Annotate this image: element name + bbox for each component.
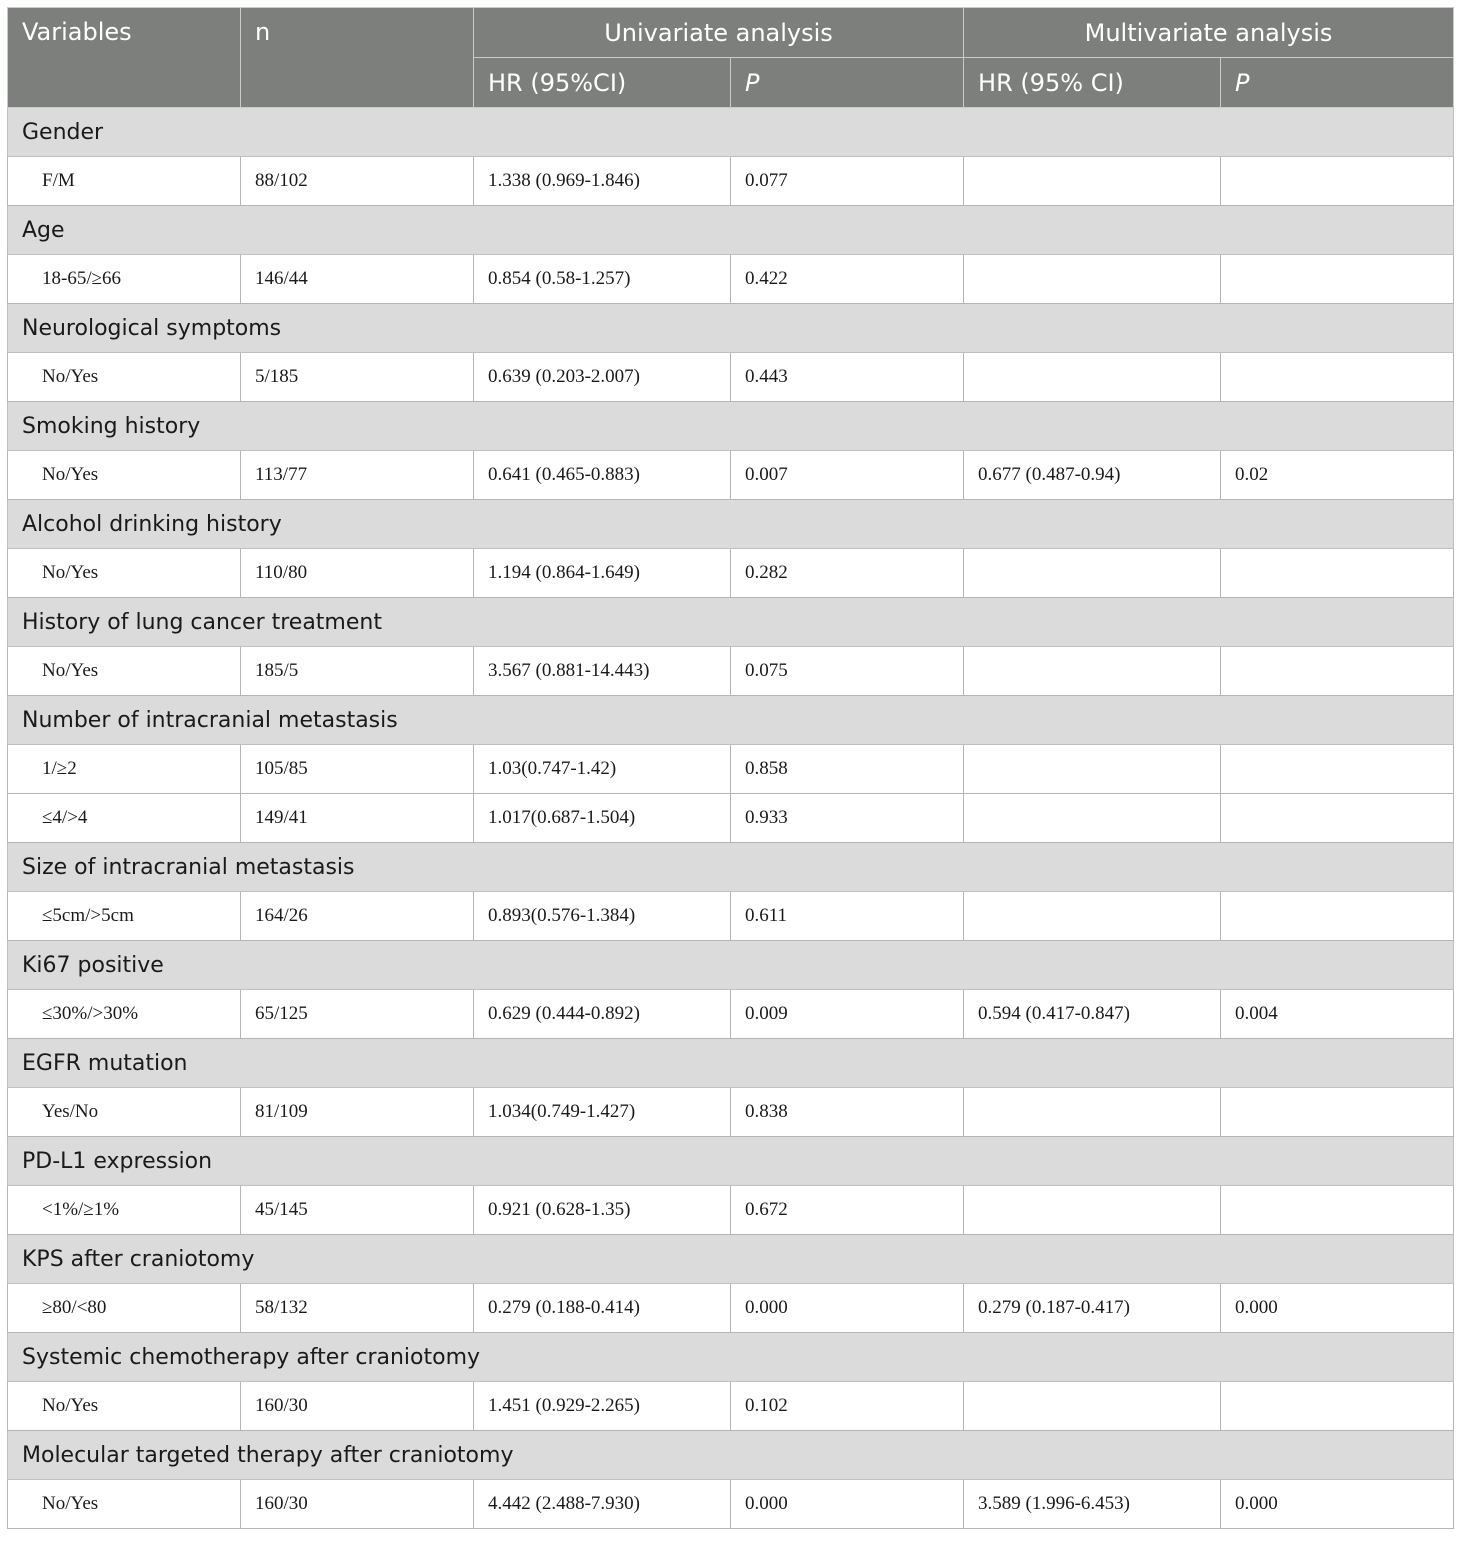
cell-p-multivariate: [1221, 647, 1454, 696]
group-label: Neurological symptoms: [8, 304, 1454, 353]
cell-variable: <1%/≥1%: [8, 1186, 241, 1235]
cell-n: 88/102: [241, 157, 474, 206]
cell-p-multivariate: 0.004: [1221, 990, 1454, 1039]
cell-p-multivariate: 0.000: [1221, 1284, 1454, 1333]
table-row: [8, 794, 1454, 843]
cox-regression-table: [7, 7, 1454, 1529]
cell-hr-univariate: 1.338 (0.969-1.846): [474, 157, 731, 206]
group-header-row: [8, 402, 1454, 451]
cell-p-univariate: 0.077: [731, 157, 964, 206]
cell-p-univariate: 0.075: [731, 647, 964, 696]
cell-p-univariate: 0.672: [731, 1186, 964, 1235]
cell-hr-univariate: 0.639 (0.203-2.007): [474, 353, 731, 402]
table-row: [8, 255, 1454, 304]
cell-variable: No/Yes: [8, 451, 241, 500]
group-header-row: [8, 1333, 1454, 1382]
cell-variable: Yes/No: [8, 1088, 241, 1137]
cell-p-multivariate: [1221, 892, 1454, 941]
group-header-row: [8, 1137, 1454, 1186]
cell-p-multivariate: [1221, 745, 1454, 794]
cell-hr-univariate: 0.893(0.576-1.384): [474, 892, 731, 941]
table-header: [8, 8, 1454, 108]
cell-p-univariate: 0.000: [731, 1480, 964, 1529]
cell-hr-univariate: 1.034(0.749-1.427): [474, 1088, 731, 1137]
group-label: Systemic chemotherapy after craniotomy: [8, 1333, 1454, 1382]
cell-hr-multivariate: [964, 892, 1221, 941]
group-label: Molecular targeted therapy after craniotomy: [8, 1431, 1454, 1480]
group-header-row: [8, 1235, 1454, 1284]
group-header-row: [8, 304, 1454, 353]
cell-hr-univariate: 1.017(0.687-1.504): [474, 794, 731, 843]
header-univariate: Univariate analysis: [474, 8, 964, 58]
cell-variable: ≤4/>4: [8, 794, 241, 843]
cell-n: 185/5: [241, 647, 474, 696]
cell-n: 5/185: [241, 353, 474, 402]
table-row: [8, 745, 1454, 794]
cell-hr-multivariate: 3.589 (1.996-6.453): [964, 1480, 1221, 1529]
group-header-row: [8, 843, 1454, 892]
group-label: History of lung cancer treatment: [8, 598, 1454, 647]
group-label: Number of intracranial metastasis: [8, 696, 1454, 745]
table-row: [8, 1186, 1454, 1235]
cell-p-multivariate: 0.02: [1221, 451, 1454, 500]
cell-hr-univariate: 4.442 (2.488-7.930): [474, 1480, 731, 1529]
cell-variable: F/M: [8, 157, 241, 206]
cell-hr-multivariate: 0.594 (0.417-0.847): [964, 990, 1221, 1039]
cell-p-multivariate: [1221, 1186, 1454, 1235]
header-p-univariate: [731, 58, 964, 108]
group-header-row: [8, 941, 1454, 990]
group-label: Size of intracranial metastasis: [8, 843, 1454, 892]
cell-variable: No/Yes: [8, 1480, 241, 1529]
cell-p-univariate: 0.858: [731, 745, 964, 794]
header-variables: Variables: [8, 8, 241, 108]
header-hr-multivariate: HR (95% CI): [964, 58, 1221, 108]
group-label: KPS after craniotomy: [8, 1235, 1454, 1284]
header-p-multivariate: [1221, 58, 1454, 108]
cell-p-univariate: 0.422: [731, 255, 964, 304]
group-header-row: [8, 206, 1454, 255]
cell-p-univariate: 0.838: [731, 1088, 964, 1137]
header-p-univariate-text: P: [745, 68, 760, 97]
group-header-row: [8, 500, 1454, 549]
table-body: [8, 108, 1454, 1529]
cell-hr-multivariate: 0.677 (0.487-0.94): [964, 451, 1221, 500]
cell-p-univariate: 0.933: [731, 794, 964, 843]
cell-variable: No/Yes: [8, 353, 241, 402]
group-header-row: [8, 1431, 1454, 1480]
group-header-row: [8, 108, 1454, 157]
cell-hr-univariate: 1.451 (0.929-2.265): [474, 1382, 731, 1431]
cell-hr-multivariate: [964, 647, 1221, 696]
cell-hr-univariate: 1.194 (0.864-1.649): [474, 549, 731, 598]
cell-n: 113/77: [241, 451, 474, 500]
table-row: [8, 1284, 1454, 1333]
cell-n: 146/44: [241, 255, 474, 304]
cell-p-multivariate: [1221, 549, 1454, 598]
cell-p-univariate: 0.102: [731, 1382, 964, 1431]
cell-variable: No/Yes: [8, 549, 241, 598]
group-label: Age: [8, 206, 1454, 255]
cell-hr-univariate: 0.629 (0.444-0.892): [474, 990, 731, 1039]
cell-n: 81/109: [241, 1088, 474, 1137]
cell-n: 45/145: [241, 1186, 474, 1235]
cell-hr-multivariate: [964, 353, 1221, 402]
cell-n: 105/85: [241, 745, 474, 794]
cell-n: 160/30: [241, 1382, 474, 1431]
group-label: EGFR mutation: [8, 1039, 1454, 1088]
header-multivariate: Multivariate analysis: [964, 8, 1454, 58]
cell-p-multivariate: [1221, 255, 1454, 304]
cell-n: 160/30: [241, 1480, 474, 1529]
cell-p-multivariate: [1221, 353, 1454, 402]
cell-p-multivariate: [1221, 157, 1454, 206]
cell-p-multivariate: [1221, 1088, 1454, 1137]
cell-p-univariate: 0.000: [731, 1284, 964, 1333]
group-label: Ki67 positive: [8, 941, 1454, 990]
cell-hr-univariate: 0.279 (0.188-0.414): [474, 1284, 731, 1333]
cell-n: 164/26: [241, 892, 474, 941]
cell-hr-multivariate: [964, 255, 1221, 304]
cell-p-multivariate: [1221, 1382, 1454, 1431]
cell-p-multivariate: [1221, 794, 1454, 843]
cell-variable: ≤30%/>30%: [8, 990, 241, 1039]
table-row: [8, 157, 1454, 206]
cell-n: 58/132: [241, 1284, 474, 1333]
cell-p-univariate: 0.282: [731, 549, 964, 598]
group-label: Smoking history: [8, 402, 1454, 451]
table-row: [8, 647, 1454, 696]
cell-hr-multivariate: [964, 794, 1221, 843]
header-n: n: [241, 8, 474, 108]
table-row: [8, 353, 1454, 402]
cell-hr-univariate: 0.854 (0.58-1.257): [474, 255, 731, 304]
cell-hr-univariate: 3.567 (0.881-14.443): [474, 647, 731, 696]
table-row: [8, 549, 1454, 598]
cell-variable: 1/≥2: [8, 745, 241, 794]
cell-p-univariate: 0.009: [731, 990, 964, 1039]
cell-hr-multivariate: [964, 157, 1221, 206]
cell-hr-univariate: 1.03(0.747-1.42): [474, 745, 731, 794]
cell-hr-multivariate: [964, 1088, 1221, 1137]
cell-hr-multivariate: [964, 745, 1221, 794]
cell-hr-univariate: 0.641 (0.465-0.883): [474, 451, 731, 500]
cell-variable: ≥80/<80: [8, 1284, 241, 1333]
cell-p-univariate: 0.007: [731, 451, 964, 500]
group-label: Gender: [8, 108, 1454, 157]
table-row: [8, 892, 1454, 941]
cell-hr-univariate: 0.921 (0.628-1.35): [474, 1186, 731, 1235]
header-p-multivariate-text: P: [1235, 68, 1250, 97]
cell-p-univariate: 0.611: [731, 892, 964, 941]
cell-hr-multivariate: 0.279 (0.187-0.417): [964, 1284, 1221, 1333]
cell-hr-multivariate: [964, 549, 1221, 598]
table-row: [8, 1088, 1454, 1137]
cell-n: 149/41: [241, 794, 474, 843]
table-row: [8, 1382, 1454, 1431]
cell-n: 65/125: [241, 990, 474, 1039]
cell-hr-multivariate: [964, 1186, 1221, 1235]
group-header-row: [8, 696, 1454, 745]
cell-p-univariate: 0.443: [731, 353, 964, 402]
header-hr-univariate: HR (95%CI): [474, 58, 731, 108]
table-row: [8, 451, 1454, 500]
table-row: [8, 990, 1454, 1039]
cell-variable: No/Yes: [8, 647, 241, 696]
cell-hr-multivariate: [964, 1382, 1221, 1431]
table-row: [8, 1480, 1454, 1529]
group-header-row: [8, 598, 1454, 647]
group-label: PD-L1 expression: [8, 1137, 1454, 1186]
cell-variable: ≤5cm/>5cm: [8, 892, 241, 941]
cell-p-multivariate: 0.000: [1221, 1480, 1454, 1529]
group-label: Alcohol drinking history: [8, 500, 1454, 549]
group-header-row: [8, 1039, 1454, 1088]
cell-variable: No/Yes: [8, 1382, 241, 1431]
cell-n: 110/80: [241, 549, 474, 598]
cell-variable: 18-65/≥66: [8, 255, 241, 304]
